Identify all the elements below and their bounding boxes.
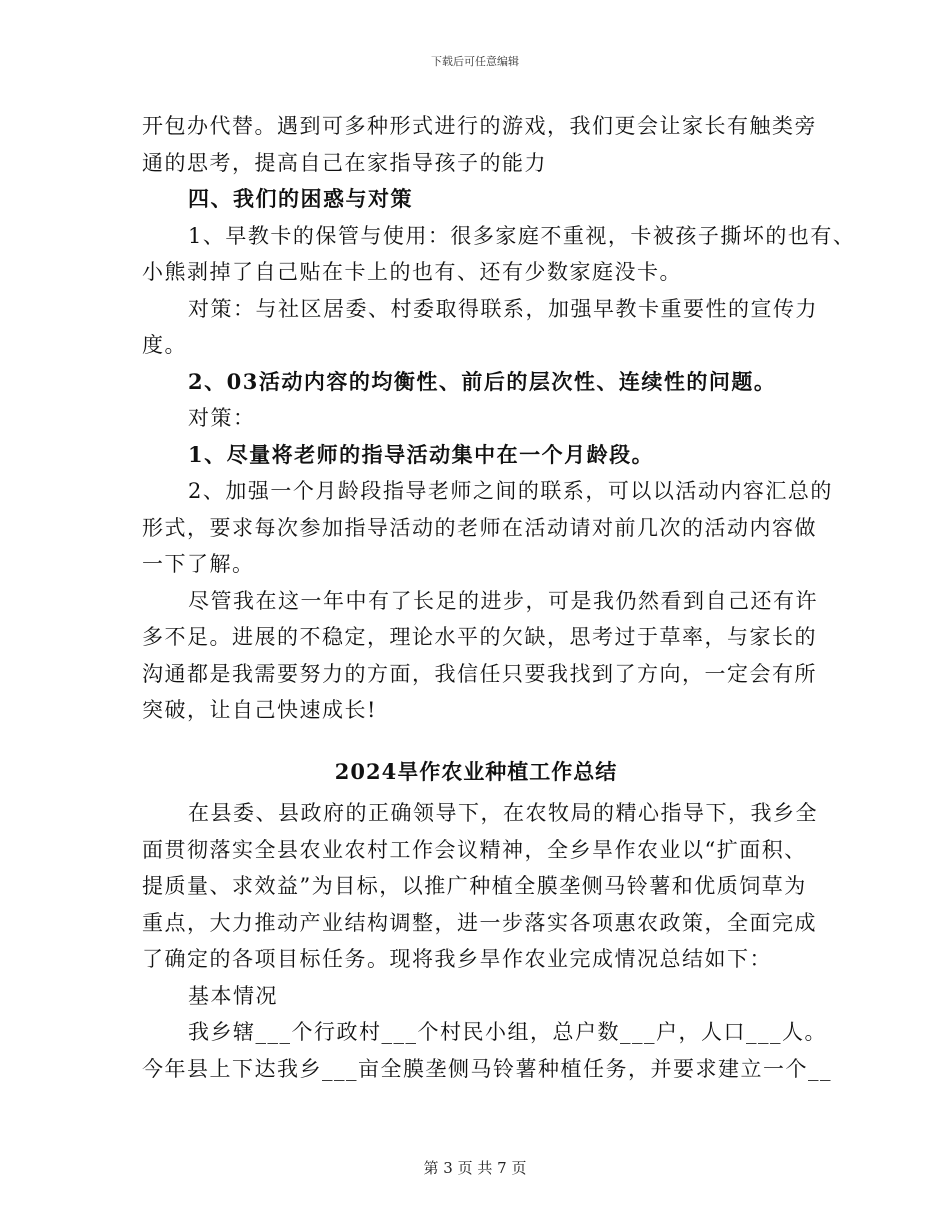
- text-line: 度。: [142, 333, 187, 357]
- section-title: 2024旱作农业种植工作总结: [334, 758, 618, 784]
- document-body: [142, 108, 856, 1087]
- text-line: 小熊剥掉了自己贴在卡上的也有、还有少数家庭没卡。: [142, 260, 682, 284]
- text-line: 了确定的各项目标任务。现将我乡旱作农业完成情况总结如下：: [142, 947, 772, 971]
- page-header: 下载后可任意编辑: [431, 55, 519, 68]
- text-line: 开包办代替。遇到可多种形式进行的游戏，我们更会让家长有触类旁: [142, 114, 817, 138]
- text-line: 今年县上下达我乡___亩全膜垄侧马铃薯种植任务，并要求建立一个__: [142, 1056, 832, 1081]
- text-line: 突破，让自己快速成长!: [142, 698, 377, 722]
- text-line: 我乡辖___个行政村___个村民小组，总户数___户，人口___人。: [188, 1020, 827, 1044]
- text-line: 形式，要求每次参加指导活动的老师在活动请对前几次的活动内容做: [142, 515, 817, 540]
- text-line: 面贯彻落实全县农业农村工作会议精神，全乡旱作农业以“扩面积、: [142, 837, 807, 862]
- heading-line: 2、03活动内容的均衡性、前后的层次性、连续性的问题。: [188, 368, 777, 394]
- body-paragraphs: [142, 108, 856, 729]
- text-line: 沟通都是我需要努力的方面，我信任只要我找到了方向，一定会有所: [142, 661, 817, 686]
- text-line: 通的思考，提高自己在家指导孩子的能力: [142, 150, 547, 175]
- heading-line: 四、我们的困惑与对策: [188, 186, 413, 211]
- text-line: 2、加强一个月龄段指导老师之间的联系，可以以活动内容汇总的: [188, 479, 833, 503]
- text-line: 1、早教卡的保管与使用：很多家庭不重视，卡被孩子撕坏的也有、: [188, 223, 856, 248]
- page-footer: 第 3 页 共 7 页: [423, 1159, 527, 1177]
- section-paragraphs: [142, 795, 832, 1087]
- text-line: 对策：: [188, 406, 256, 430]
- text-line: 在县委、县政府的正确领导下，在农牧局的精心指导下，我乡全: [188, 801, 818, 825]
- text-line: 多不足。进展的不稳定，理论水平的欠缺，思考过于草率，与家长的: [142, 625, 817, 649]
- text-line: 对策：与社区居委、村委取得联系，加强早教卡重要性的宣传力: [188, 296, 818, 321]
- text-line: 基本情况: [188, 983, 278, 1008]
- text-line: 一下了解。: [142, 552, 255, 576]
- heading-line: 1、尽量将老师的指导活动集中在一个月龄段。: [188, 441, 655, 467]
- text-line: 提质量、求效益”为目标，以推广种植全膜垄侧马铃薯和优质饲草为: [142, 874, 807, 898]
- text-line: 重点，大力推动产业结构调整，进一步落实各项惠农政策，全面完成: [142, 910, 817, 935]
- text-line: 尽管我在这一年中有了长足的进步，可是我仍然看到自己还有许: [188, 588, 818, 613]
